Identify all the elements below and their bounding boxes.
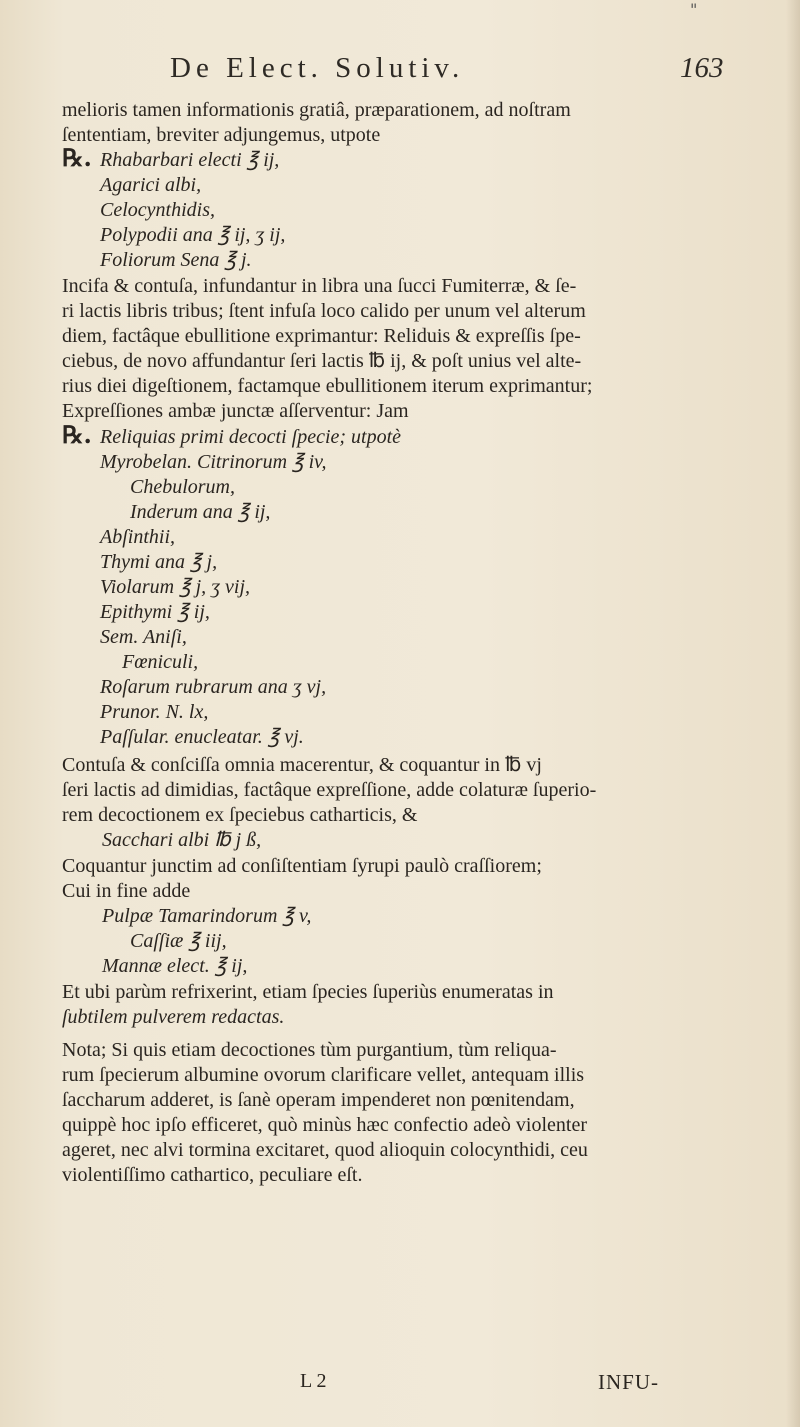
signature-mark: L 2 (300, 1370, 327, 1392)
text-line: ſeri lactis ad dimidias, factâque expreſſione, adde colaturæ ſuperio- (62, 779, 597, 801)
ingredient-line: Fœniculi, (122, 651, 199, 673)
text-line: rem decoctionem ex ſpeciebus catharticis, & (62, 804, 418, 826)
ingredient-line: Caſſiæ ℥ iij, (130, 930, 227, 952)
ingredient-line: Reliquias primi decocti ſpecie; utpotè (100, 426, 402, 448)
running-head (60, 52, 760, 96)
text-line: Incifa & contuſa, infundantur in libra una ſucci Fumiterræ, & ſe- (62, 275, 577, 297)
ingredient-line: Inderum ana ℥ ij, (130, 501, 271, 523)
ingredient-line: Pulpæ Tamarindorum ℥ v, (102, 905, 312, 927)
ingredient-line: Mannæ elect. ℥ ij, (102, 955, 248, 977)
ingredient-line: Chebulorum, (130, 476, 235, 498)
text-line: Contuſa & conſciſſa omnia macerentur, & coquantur in ℔ vj (62, 754, 542, 776)
ingredient-line: Sacchari albi ℔ j ß, (102, 829, 262, 851)
ingredient-line: Myrobelan. Citrinorum ℥ iv, (100, 451, 327, 473)
recipe-symbol: ℞. (62, 143, 92, 172)
top-ink-mark: " (690, 0, 698, 19)
page-number: 163 (680, 52, 724, 84)
catchword: INFU- (598, 1370, 659, 1394)
page-edge-shadow (786, 0, 800, 1427)
text-line: Et ubi parùm refrixerint, etiam ſpecies ſuperiùs enumeratas in (62, 981, 554, 1003)
ingredient-line: Rhabarbari electi ℥ ij, (100, 149, 280, 171)
ingredient-line: Foliorum Sena ℥ j. (100, 249, 252, 271)
text-line: violentiſſimo cathartico, peculiare eſt. (62, 1164, 363, 1186)
text-line: Expreſſiones ambæ junctæ aſſerventur: Jam (62, 400, 409, 422)
running-title: De Elect. Solutiv. (170, 52, 465, 84)
text-line: melioris tamen informationis gratiâ, præparationem, ad noſtram (62, 99, 571, 121)
text-line: Coquantur junctim ad conſiſtentiam ſyrupi paulò craſſiorem; (62, 855, 542, 877)
ingredient-line: Polypodii ana ℥ ij, ʒ ij, (100, 224, 286, 246)
recipe-symbol: ℞. (62, 420, 92, 449)
ingredient-line: Sem. Aniſi, (100, 626, 187, 648)
ingredient-line: Agarici albi, (100, 174, 202, 196)
ingredient-line: Thymi ana ℥ j, (100, 551, 218, 573)
text-line: ſaccharum adderet, is ſanè operam impenderet non pœnitendam, (62, 1089, 575, 1111)
text-line: quippè hoc ipſo efficeret, quò minùs hæc confectio adeò violenter (62, 1114, 588, 1136)
text-line: ſubtilem pulverem redactas. (62, 1006, 285, 1028)
ingredient-line: Celocynthidis, (100, 199, 215, 221)
text-line: ri lactis libris tribus; ſtent infuſa loco calido per unum vel alterum (62, 300, 586, 322)
ingredient-line: Prunor. N. lx, (100, 701, 209, 723)
text-line: ciebus, de novo affundantur ſeri lactis ℔ ij, & poſt unius vel alte- (62, 350, 582, 372)
text-line: rum ſpecierum albumine ovorum clarificare vellet, antequam illis (62, 1064, 585, 1086)
text-line: ſententiam, breviter adjungemus, utpote (62, 124, 381, 146)
ingredient-line: Violarum ℥ j, ʒ vij, (100, 576, 251, 598)
ingredient-line: Abſinthii, (100, 526, 175, 548)
ingredient-line: Epithymi ℥ ij, (100, 601, 210, 623)
text-line: ageret, nec alvi tormina excitaret, quod alioquin colocynthidi, ceu (62, 1139, 588, 1161)
text-line: diem, factâque ebullitione exprimantur: Reliduis & expreſſis ſpe- (62, 325, 581, 347)
ingredient-line: Paſſular. enucleatar. ℥ vj. (100, 726, 304, 748)
ingredient-line: Roſarum rubrarum ana ʒ vj, (100, 676, 327, 698)
text-line: Cui in fine adde (62, 880, 191, 902)
text-line: Nota; Si quis etiam decoctiones tùm purgantium, tùm reliqua- (62, 1039, 557, 1061)
text-line: rius diei digeſtionem, factamque ebullitionem iterum exprimantur; (62, 375, 593, 397)
